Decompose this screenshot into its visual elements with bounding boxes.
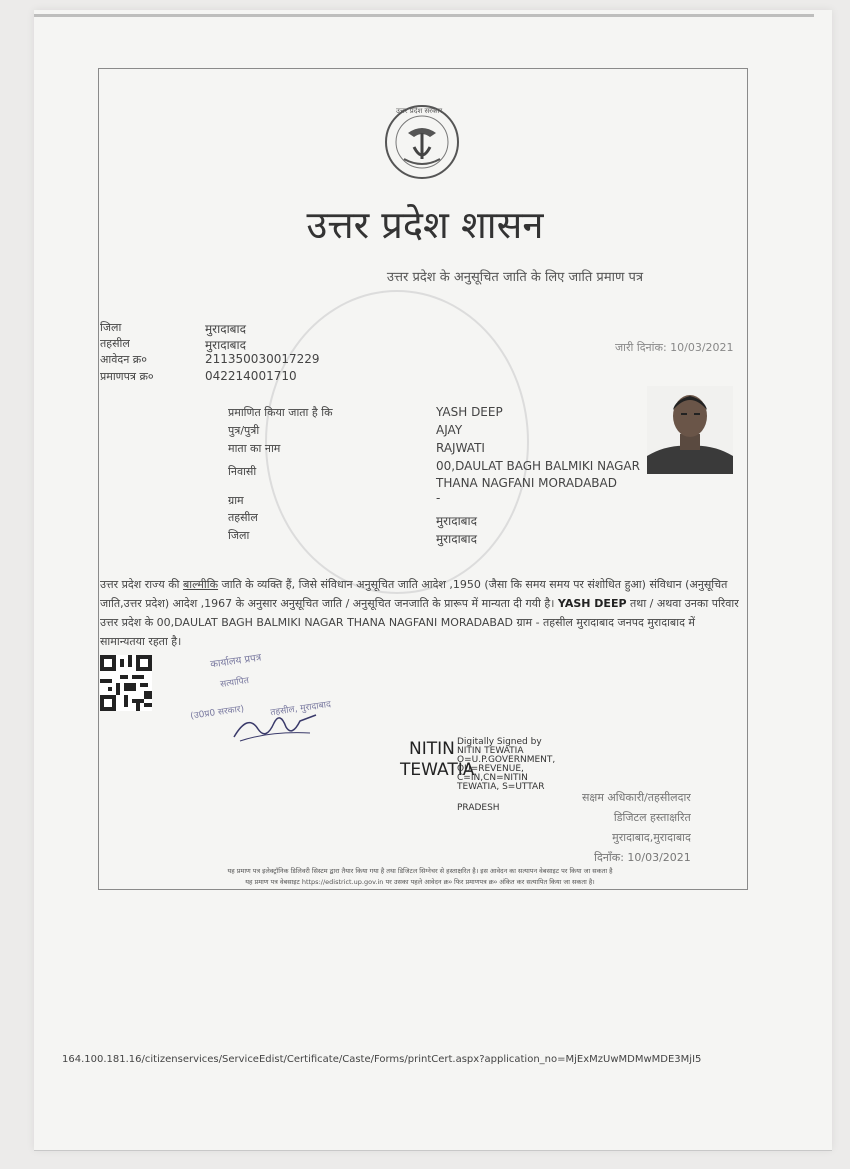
watermark-emblem xyxy=(265,290,529,594)
government-title: उत्तर प्रदेश शासन xyxy=(306,203,544,247)
person-name: YASH DEEP xyxy=(436,405,503,419)
digital-signature-details: Digitally Signed by NITIN TEWATIA O=U.P.GOVERNMENT, OU=REVENUE, C=IN,CN=NITIN TEWATIA, S=UTTAR PRADESH xyxy=(457,737,556,813)
signer-first-name: NITIN xyxy=(409,739,455,759)
office-stamp: कार्यालय प्रपत्र सत्यापित (उ0प्र0 सरकार) तहसील, मुरादाबाद xyxy=(170,645,370,755)
village-label: ग्राम xyxy=(228,494,244,507)
mother-value: RAJWATI xyxy=(436,441,485,455)
emblem-text: उत्तर प्रदेश सरकार xyxy=(396,107,443,115)
parent-label: पुत्र/पुत्री xyxy=(228,424,260,437)
paragraph-person-name: YASH DEEP xyxy=(557,597,627,610)
handwritten-signature xyxy=(230,707,320,747)
applicant-photo xyxy=(647,386,733,474)
qr-code xyxy=(100,655,152,711)
village-value: - xyxy=(436,491,441,505)
issue-date: जारी दिनांक: 10/03/2021 xyxy=(615,341,734,354)
caste-name: बाल्मीकि xyxy=(183,578,219,591)
bottom-edge xyxy=(34,1150,832,1151)
person-district-label: जिला xyxy=(228,529,250,542)
tehsil-value: मुरादाबाद xyxy=(205,338,247,352)
certificate-title: उत्तर प्रदेश के अनुसूचित जाति के लिए जाति प्रमाण पत्र xyxy=(386,270,644,285)
verification-footer: यह प्रमाण पत्र इलेक्ट्रॉनिक डिलिवरी सिस्टम द्वारा तैयार किया गया है तथा डिजिटल सिग्नेचर से हस्ताक्षरित है। इस आवेदन का सत्यापन वेबसाइट पर किया जा सकता है यह प्रमाण पत्र वेबसाइट https://edistrict.up.gov.in पर उसका पहले आवेदन क्र० फिर प्रमाणपत्र क्र० अंकित कर सत्यापित किया जा सकता है। xyxy=(227,867,613,886)
scan-edge-line xyxy=(34,14,814,17)
person-tehsil-label: तहसील xyxy=(228,511,258,524)
certificate-number-label: प्रमाणपत्र क्र० xyxy=(100,370,154,383)
certified-label: प्रमाणित किया जाता है कि xyxy=(228,406,333,419)
issuing-officer: सक्षम अधिकारी/तहसीलदार डिजिटल हस्ताक्षरित मुरादाबाद,मुरादाबाद दिनाँक: 10/03/2021 xyxy=(582,791,691,864)
certificate-number-value: 042214001710 xyxy=(205,369,297,383)
parent-value: AJAY xyxy=(436,423,463,437)
certificate-paragraph: उत्तर प्रदेश राज्य की बाल्मीकि जाति के व्यक्ति हैं, जिसे संविधान अनुसूचित जाति आदेश ,1950 (जैसा कि समय समय पर संशोधित हुआ) संविधान (अनुसूचित जाति,उत्तर प्रदेश) आदेश ,1967 के अनुसार अनुसूचित जाति / अनुसूचित जनजाति के प्रारूप में मान्यता दी गयी है। YASH DEEP तथा / अथवा उनका परिवार उत्तर प्रदेश के 00,DAULAT BAGH BALMIKI NAGAR THANA NAGFANI MORADABAD ग्राम - तहसील मुरादाबाद जनपद मुरादाबाद में सामान्यतया रहता है। xyxy=(100,578,739,648)
district-value: मुरादाबाद xyxy=(205,322,247,336)
person-tehsil-value: मुरादाबाद xyxy=(436,514,478,528)
district-label: जिला xyxy=(100,321,122,334)
person-district-value: मुरादाबाद xyxy=(436,532,478,546)
print-url: 164.100.181.16/citizenservices/ServiceEdist/Certificate/Caste/Forms/printCert.aspx?application_no=MjExMzUwMDMwMDE3MjI5 xyxy=(62,1054,702,1065)
tehsil-label: तहसील xyxy=(100,337,130,350)
signer-last-name: TEWATIA xyxy=(400,760,475,780)
resident-label: निवासी xyxy=(228,465,257,478)
resident-line2: THANA NAGFANI MORADABAD xyxy=(436,476,617,490)
resident-line1: 00,DAULAT BAGH BALMIKI NAGAR xyxy=(436,459,640,473)
application-label: आवेदन क्र० xyxy=(100,353,147,366)
application-value: 211350030017229 xyxy=(205,352,320,366)
mother-label: माता का नाम xyxy=(228,442,281,455)
